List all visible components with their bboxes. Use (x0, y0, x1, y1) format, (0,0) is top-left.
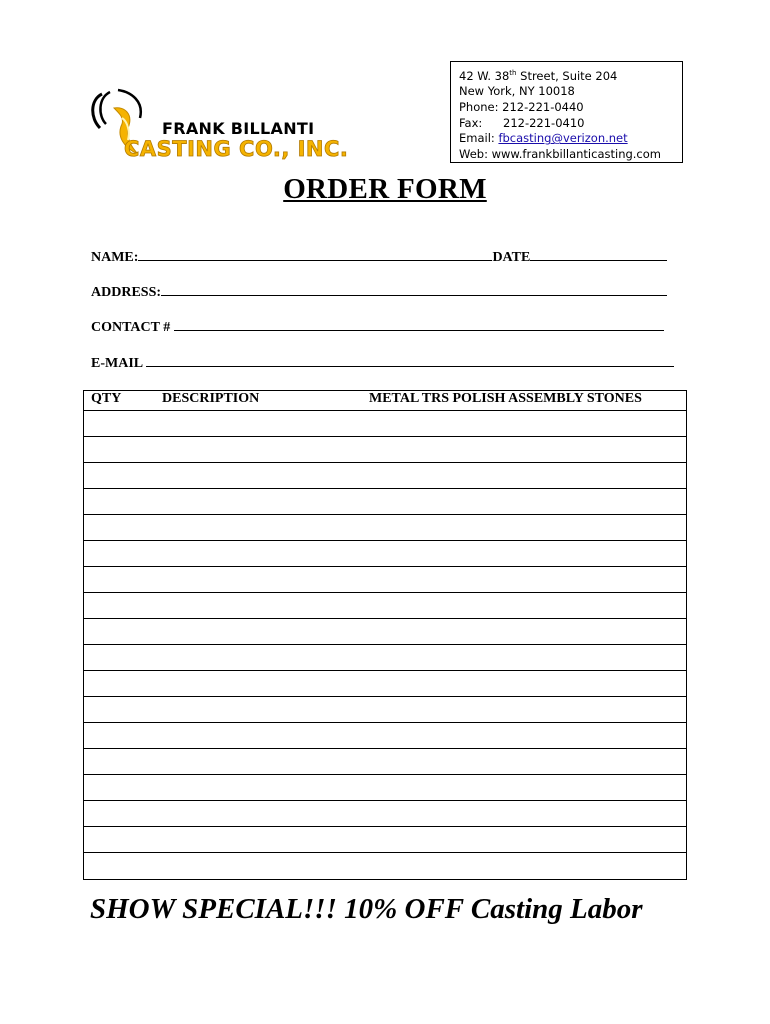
company-logo (88, 88, 378, 174)
address-line: 42 W. 38th Street, Suite 204 (459, 68, 618, 83)
table-row[interactable] (84, 827, 686, 853)
email-row (91, 354, 674, 372)
table-row[interactable] (84, 645, 686, 671)
web-line: Web: www.frankbillanticasting.com (459, 146, 661, 161)
email-line: Email: fbcasting@verizon.net (459, 131, 628, 146)
show-special-banner: SHOW SPECIAL!!! 10% OFF Casting Labor (90, 893, 643, 925)
address-label: ADDRESS: (91, 285, 162, 300)
table-row[interactable] (84, 749, 686, 775)
date-field[interactable] (530, 248, 667, 261)
contact-info-box (450, 61, 683, 163)
table-row[interactable] (84, 489, 686, 515)
contact-row (91, 318, 664, 336)
name-label: NAME: (91, 250, 139, 265)
company-name: FRANK BILLANTI (162, 119, 315, 138)
date-label: DATE (492, 250, 531, 265)
company-subtitle: CASTING CO., INC. (124, 137, 349, 161)
table-row[interactable] (84, 567, 686, 593)
contact-field[interactable] (174, 318, 664, 331)
table-row[interactable] (84, 593, 686, 619)
email-label: E-MAIL (91, 356, 146, 371)
address-row (91, 283, 667, 301)
web-link[interactable]: www.frankbillanticasting.com (491, 146, 661, 161)
table-header (84, 391, 686, 411)
name-field[interactable] (138, 248, 492, 261)
options-header: METAL TRS POLISH ASSEMBLY STONES (369, 391, 642, 406)
email-field[interactable] (146, 354, 674, 367)
table-row[interactable] (84, 515, 686, 541)
qty-header: QTY (91, 391, 122, 406)
table-row[interactable] (84, 775, 686, 801)
table-row[interactable] (84, 411, 686, 437)
name-date-row (91, 248, 667, 266)
page-title: ORDER FORM (283, 173, 487, 205)
table-row[interactable] (84, 671, 686, 697)
table-row[interactable] (84, 619, 686, 645)
email-link[interactable]: fbcasting@verizon.net (498, 131, 628, 146)
table-row[interactable] (84, 697, 686, 723)
city-line: New York, NY 10018 (459, 84, 575, 99)
table-row[interactable] (84, 801, 686, 827)
phone-line: Phone: 212-221-0440 (459, 100, 584, 115)
table-row[interactable] (84, 723, 686, 749)
description-header: DESCRIPTION (162, 391, 260, 406)
fax-line: Fax: 212-221-0410 (459, 115, 585, 130)
table-row[interactable] (84, 853, 686, 879)
table-row[interactable] (84, 463, 686, 489)
order-table (83, 390, 687, 880)
address-field[interactable] (161, 283, 667, 296)
table-row[interactable] (84, 541, 686, 567)
contact-label: CONTACT # (91, 320, 174, 335)
table-row[interactable] (84, 437, 686, 463)
